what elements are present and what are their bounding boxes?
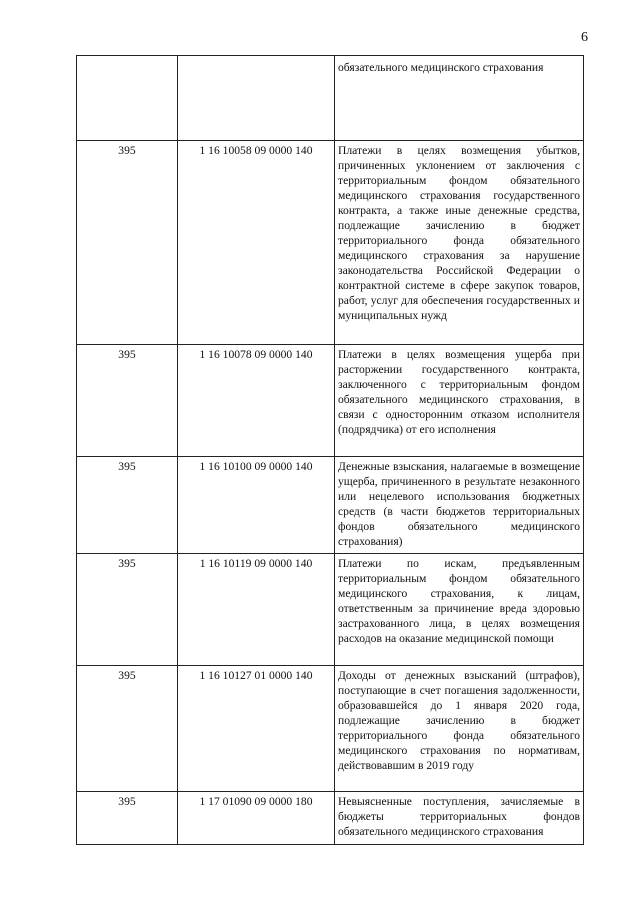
budget-code-cell: 1 16 10119 09 0000 140	[178, 554, 335, 666]
budget-code-cell	[178, 56, 335, 141]
budget-code-cell: 1 16 10127 01 0000 140	[178, 666, 335, 792]
table-row	[77, 56, 584, 141]
income-name-cell: Платежи в целях возмещения убытков, причиненных уклонением от заключения с территориальным фондом обязательного медицинского страхования государственного контракта, а также иные денежные средства, подлежащие зачислению в бюджет территориального фонда обязательного медицинского страхования за нарушение законодательства Российской Федерации о контрактной системе в сфере закупок товаров, работ, услуг для обеспечения государственных и муниципальных нужд	[335, 141, 584, 345]
admin-code-cell: 395	[77, 345, 178, 457]
income-name-cell: обязательного медицинского страхования	[335, 56, 584, 141]
budget-code-cell: 1 17 01090 09 0000 180	[178, 792, 335, 845]
budget-code-cell: 1 16 10078 09 0000 140	[178, 345, 335, 457]
admin-code-cell: 395	[77, 792, 178, 845]
table-row	[77, 554, 584, 666]
admin-code-cell	[77, 56, 178, 141]
income-name-cell: Доходы от денежных взысканий (штрафов), поступающие в счет погашения задолженности, образовавшейся до 1 января 2020 года, подлежащие зачислению в бюджет территориального фонда обязательного медицинского страхования по нормативам, действовавшим в 2019 году	[335, 666, 584, 792]
page-number: 6	[581, 30, 588, 45]
admin-code-cell: 395	[77, 554, 178, 666]
budget-code-cell: 1 16 10100 09 0000 140	[178, 457, 335, 554]
table-row	[77, 792, 584, 845]
admin-code-cell: 395	[77, 457, 178, 554]
budget-code-cell: 1 16 10058 09 0000 140	[178, 141, 335, 345]
table-row	[77, 141, 584, 345]
table-row	[77, 345, 584, 457]
income-name-cell: Невыясненные поступления, зачисляемые в бюджеты территориальных фондов обязательного медицинского страхования	[335, 792, 584, 845]
income-codes-table	[76, 55, 584, 845]
income-name-cell: Платежи в целях возмещения ущерба при расторжении государственного контракта, заключенного с территориальным фондом обязательного медицинского страхования, в связи с односторонним отказом исполнителя (подрядчика) от его исполнения	[335, 345, 584, 457]
admin-code-cell: 395	[77, 141, 178, 345]
table-row	[77, 666, 584, 792]
income-name-cell: Платежи по искам, предъявленным территориальным фондом обязательного медицинского страхования, к лицам, ответственным за причинение вреда здоровью застрахованного лица, в целях возмещения расходов на оказание медицинской помощи	[335, 554, 584, 666]
income-name-cell: Денежные взыскания, налагаемые в возмещение ущерба, причиненного в результате незаконного или нецелевого использования бюджетных средств (в части бюджетов территориальных фондов обязательного медицинского страхования)	[335, 457, 584, 554]
table-row	[77, 457, 584, 554]
admin-code-cell: 395	[77, 666, 178, 792]
